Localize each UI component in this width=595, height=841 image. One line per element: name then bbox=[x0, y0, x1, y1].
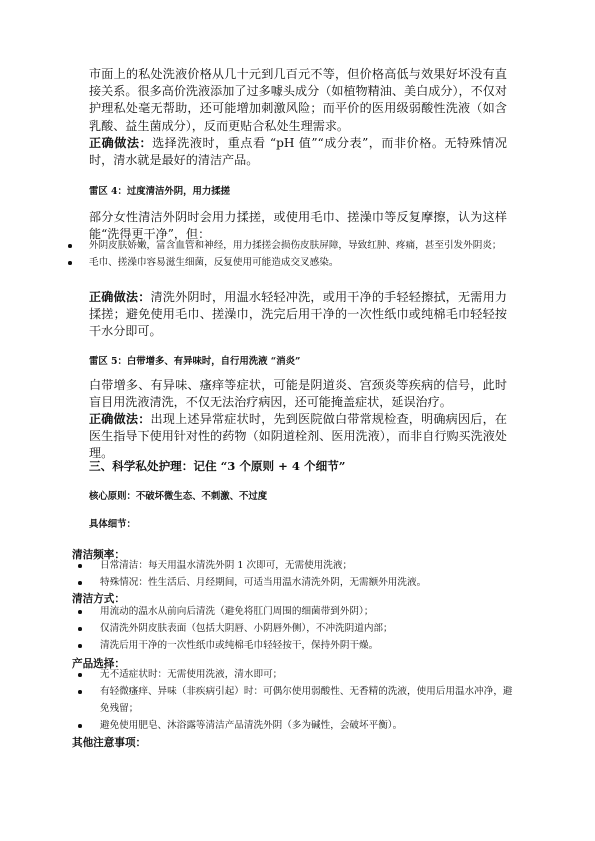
bullet-icon bbox=[78, 644, 82, 648]
bullet-icon bbox=[68, 261, 72, 265]
bullet-icon bbox=[78, 690, 82, 694]
pitfall-4-list bbox=[89, 237, 507, 271]
cleaning-frequency-label: 清洁频率： bbox=[72, 549, 125, 561]
product-selection-list bbox=[100, 666, 520, 734]
core-principles-heading: 核心原则：不破坏微生态、不刺激、不过度 bbox=[89, 491, 268, 502]
correct-practice-text: 出现上述异常症状时，先到医院做白带常规检查，明确病因后，在医生指导下使用针对性的药物（如阴道栓剂、医用洗液），而非自行购买洗液处理。 bbox=[89, 412, 507, 461]
bullet-icon bbox=[78, 581, 82, 585]
correct-practice-label: 正确做法： bbox=[89, 412, 151, 426]
list-item: 仅清洗外阴皮肤表面（包括大阴唇、小阴唇外侧），不冲洗阴道内部； bbox=[100, 620, 520, 637]
bullet-icon bbox=[68, 244, 72, 248]
bullet-icon bbox=[78, 627, 82, 631]
intro-paragraph: 市面上的私处洗液价格从几十元到几百元不等，但价格高低与效果好坏没有直接关系。很多高价洗液添加了过多噱头成分（如植物精油、美白成分），不仅对护理私处毫无帮助，还可能增加刺激风险；而平价的医用级弱酸性洗液（如含乳酸、益生菌成分），反而更贴合私处生理需求。 bbox=[89, 67, 507, 133]
bullet-icon bbox=[78, 564, 82, 568]
correct-practice-3 bbox=[89, 411, 507, 463]
product-selection-label: 产品选择： bbox=[72, 658, 125, 670]
list-item: 特殊情况：性生活后、月经期间，可适当用温水清洗外阴，无需额外用洗液。 bbox=[100, 574, 520, 591]
correct-practice-1 bbox=[89, 135, 507, 169]
other-notes-label: 其他注意事项： bbox=[72, 737, 147, 749]
bullet-icon bbox=[78, 724, 82, 728]
list-item: 清洗后用干净的一次性纸巾或纯棉毛巾轻轻按干，保持外阴干燥。 bbox=[100, 637, 520, 654]
list-item: 有轻微瘙痒、异味（非疾病引起）时：可偶尔使用弱酸性、无香精的洗液，使用后用温水冲净，避免残留； bbox=[100, 683, 520, 717]
cleaning-frequency-list bbox=[100, 557, 520, 591]
cleaning-method-list bbox=[100, 603, 520, 654]
correct-practice-text: 清洗外阴时，用温水轻轻冲洗，或用干净的手轻轻擦拭，无需用力揉搓；避免使用毛巾、搓澡巾，洗完后用干净的一次性纸巾或纯棉毛巾轻轻按干水分即可。 bbox=[89, 290, 507, 339]
bullet-icon bbox=[78, 610, 82, 614]
pitfall-5-heading: 雷区 5：白带增多、有异味时，自行用洗液 “消炎” bbox=[89, 356, 301, 367]
pitfall-5-intro: 白带增多、有异味、瘙痒等症状，可能是阴道炎、宫颈炎等疾病的信号，此时盲目用洗液清洗，不仅无法治疗病因，还可能掩盖症状，延误治疗。 bbox=[89, 378, 507, 410]
list-item: 毛巾、搓澡巾容易滋生细菌，反复使用可能造成交叉感染。 bbox=[89, 254, 507, 271]
section-3-heading: 三、科学私处护理：记住 “3 个原则 + 4 个细节” bbox=[89, 459, 346, 473]
correct-practice-text: 选择洗液时，重点看 “pH 值”“成分表”，而非价格。无特殊情况时，清水就是最好的清洁产品。 bbox=[89, 136, 507, 168]
correct-practice-label: 正确做法： bbox=[89, 136, 153, 150]
list-item: 外阴皮肤娇嫩，富含血管和神经，用力揉搓会损伤皮肤屏障，导致红肿、疼痛，甚至引发外阴炎； bbox=[89, 237, 507, 254]
details-heading: 具体细节： bbox=[89, 519, 136, 530]
pitfall-4-intro: 部分女性清洁外阴时会用力揉搓，或使用毛巾、搓澡巾等反复摩擦，认为这样能“洗得更干净”，但： bbox=[89, 210, 507, 242]
list-item: 日常清洁：每天用温水清洗外阴 1 次即可，无需使用洗液； bbox=[100, 557, 520, 574]
bullet-icon bbox=[78, 673, 82, 677]
correct-practice-2 bbox=[89, 289, 507, 341]
correct-practice-label: 正确做法： bbox=[89, 290, 151, 304]
cleaning-method-label: 清洁方式： bbox=[72, 593, 125, 605]
list-item: 避免使用肥皂、沐浴露等清洁产品清洗外阴（多为碱性，会破坏平衡）。 bbox=[100, 717, 520, 734]
list-item: 用流动的温水从前向后清洗（避免将肛门周围的细菌带到外阴）； bbox=[100, 603, 520, 620]
list-item: 无不适症状时：无需使用洗液，清水即可； bbox=[100, 666, 520, 683]
pitfall-4-heading: 雷区 4：过度清洁外阴，用力揉搓 bbox=[89, 186, 231, 197]
